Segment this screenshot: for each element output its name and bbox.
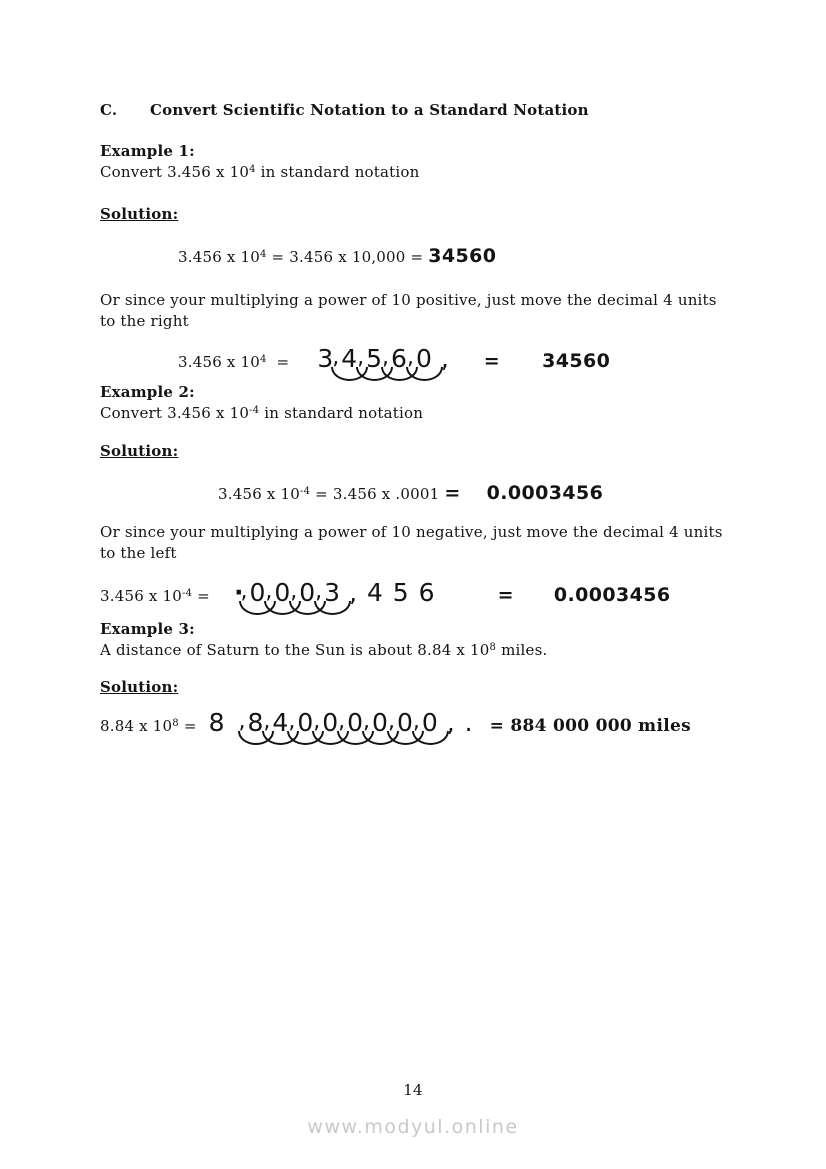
example-3-solution-row [100,677,730,698]
equation-answer: = 884 000 000 miles [489,716,691,736]
problem-text: miles. [496,641,548,659]
exponent: 8 [489,642,497,653]
hop-digit: , 0 [249,578,266,608]
example-1-equation [100,243,730,270]
hop-digit: , 6 [391,344,408,374]
decimal-point: , . [446,708,474,737]
problem-text: Convert 3.456 x 10 [100,404,250,422]
problem-text: in standard notation [255,163,420,181]
example-2-decimal-move-row [100,578,730,611]
example-2-equation [100,480,730,507]
exponent: 4 [249,164,256,175]
solution-label: Solution: [100,678,179,696]
equation-answer: 34560 [542,350,611,372]
watermark: www.modyul.online [307,1116,519,1138]
example-3-decimal-move-row [100,708,730,741]
hop-digit: , 0 [372,708,389,738]
equals-sign: = [276,353,290,371]
equation-answer: 0.0003456 [553,584,671,606]
page-number: 14 [403,1081,423,1099]
equation-lhs [100,711,197,741]
equals-sign [267,353,277,371]
hop-digit: , 8 [248,708,265,738]
example-1-solution-row [100,204,730,225]
exponent: 8 [172,718,179,729]
exponent: -4 [300,486,311,497]
equation-lhs [178,244,428,270]
digit: , [440,344,450,373]
example-2-note: Or since your multiplying a power of 10 negative, just move the decimal 4 units to the left [100,523,723,562]
equation-answer: 34560 [428,245,497,267]
example-2-problem [100,403,730,424]
hop-digit: , 0 [397,708,414,738]
hop-digit: , 0 [297,708,314,738]
equals-sign: = [444,482,461,504]
digit: 3 [317,344,335,373]
decimal-move-diagram [234,578,436,608]
example-2-heading: Example 2: [100,383,195,401]
equation-text: 3.456 x 10 [178,353,261,371]
solution-label: Solution: [100,205,179,223]
example-1-note: Or since your multiplying a power of 10 positive, just move the decimal 4 units to the right [100,291,717,330]
equals-sign: = [183,717,197,735]
equation-lhs [218,481,444,507]
exponent: 4 [260,354,267,365]
exponent: -4 [249,405,260,416]
exponent: -4 [182,588,193,599]
equation-text: 8.84 x 10 [100,717,173,735]
equation-text: = 3.456 x .0001 [310,485,445,503]
example-1-heading: Example 1: [100,142,195,160]
hop-digit: , 0 [299,578,316,608]
hop-digit: , 0 [322,708,339,738]
example-1-decimal-move-row [100,344,730,377]
hop-digit: , 5 [366,344,383,374]
equals-sign: = [483,350,501,372]
problem-text: A distance of Saturn to the Sun is about 8.84 x 10 [100,641,490,659]
equation-lhs [100,581,210,611]
problem-text: Convert 3.456 x 10 [100,163,250,181]
section-title: Convert Scientific Notation to a Standard Notation [150,101,589,119]
decimal-move-diagram [244,708,474,738]
equals-sign: = [197,587,210,605]
page-content [100,100,730,741]
exponent: 4 [260,249,267,260]
hop-digit: , 0 [274,578,291,608]
hop-digit: , 0 [416,344,433,374]
equation-lhs [178,347,289,377]
equation-text: 3.456 x 10 [178,248,261,266]
problem-text: in standard notation [259,404,424,422]
solution-label: Solution: [100,442,179,460]
decimal-move-diagram [317,344,449,374]
equation-text: 3.456 x 10 [218,485,301,503]
decimal-point: · [233,578,245,607]
section-heading [100,100,730,121]
hop-digit: , 0 [422,708,439,738]
example-3-heading: Example 3: [100,620,195,638]
hop-digit: , 3 [324,578,341,608]
equation-text: = 3.456 x 10,000 = [266,248,429,266]
equation-answer: 0.0003456 [486,482,604,504]
example-3-problem [100,640,730,661]
hop-digit: , 4 [272,708,289,738]
example-1-problem [100,162,730,183]
digit: 8 [208,708,226,737]
equation-text: 3.456 x 10 [100,587,183,605]
hop-digit: , 0 [347,708,364,738]
equals-sign: = [497,584,514,606]
digit: , 4 5 6 [349,578,436,607]
hop-digit: , 4 [341,344,358,374]
section-label: C. [100,101,118,119]
example-2-solution-row [100,441,730,462]
